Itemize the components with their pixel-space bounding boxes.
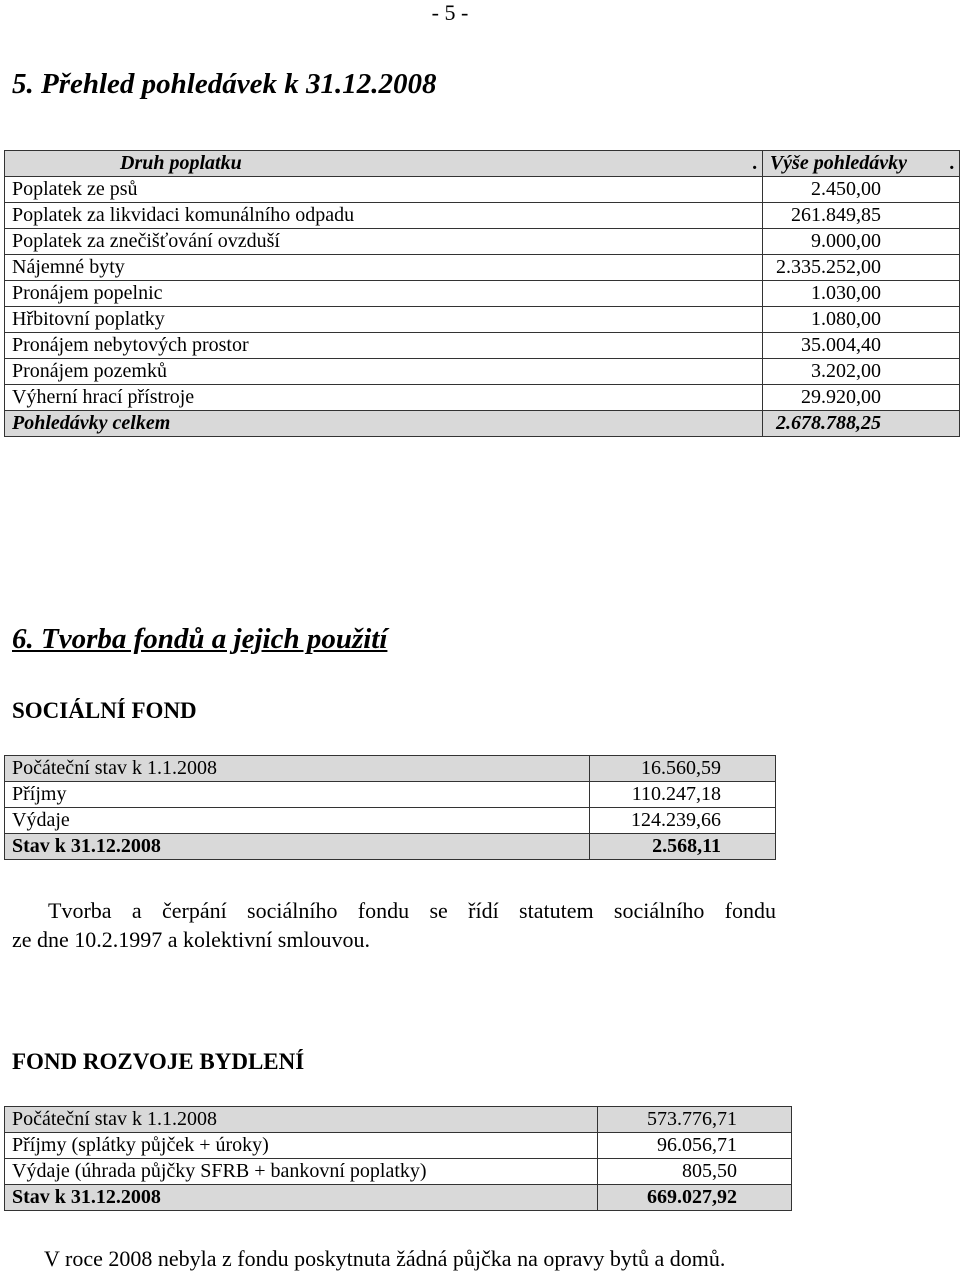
row-type: Pronájem pozemků [5, 359, 763, 385]
table-row [5, 203, 960, 229]
table-row [5, 1159, 792, 1185]
page-number: - 5 - [431, 0, 469, 25]
row-type: Poplatek ze psů [5, 177, 763, 203]
table-row [5, 281, 960, 307]
row-amount: 2.450,00 [762, 177, 959, 203]
total-label: Pohledávky celkem [5, 411, 763, 437]
row-type: Výherní hrací přístroje [5, 385, 763, 411]
table-row [5, 307, 960, 333]
table-row [5, 333, 960, 359]
table-total-row [5, 1185, 792, 1211]
row-amount: 1.080,00 [762, 307, 959, 333]
row-amount: 1.030,00 [762, 281, 959, 307]
row-amount: 9.000,00 [762, 229, 959, 255]
table-total-row [5, 834, 776, 860]
row-value: 805,50 [598, 1159, 792, 1185]
header-dot: . [950, 152, 955, 174]
row-value: 110.247,18 [590, 782, 776, 808]
table-row [5, 359, 960, 385]
housing-fund-title: FOND ROZVOJE BYDLENÍ [12, 1049, 305, 1074]
row-amount: 3.202,00 [762, 359, 959, 385]
row-amount: 35.004,40 [762, 333, 959, 359]
table-row [5, 808, 776, 834]
row-value: 96.056,71 [598, 1133, 792, 1159]
table-row [5, 385, 960, 411]
row-value: 124.239,66 [590, 808, 776, 834]
section6-title: 6. Tvorba fondů a jejich použití [12, 623, 388, 655]
row-label: Stav k 31.12.2008 [5, 1185, 598, 1211]
row-label: Výdaje [5, 808, 590, 834]
row-label: Počáteční stav k 1.1.2008 [5, 756, 590, 782]
header-dot: . [752, 152, 758, 174]
row-amount: 2.335.252,00 [762, 255, 959, 281]
row-value: 2.568,11 [590, 834, 776, 860]
table-row [5, 782, 776, 808]
row-label: Počáteční stav k 1.1.2008 [5, 1107, 598, 1133]
row-amount: 29.920,00 [762, 385, 959, 411]
row-label: Příjmy [5, 782, 590, 808]
table-header-row [5, 151, 960, 177]
header-type: Druh poplatku [120, 152, 242, 174]
table-row [5, 229, 960, 255]
row-value: 16.560,59 [590, 756, 776, 782]
table-row [5, 1133, 792, 1159]
header-amount: Výše pohledávky [769, 152, 907, 174]
row-type: Poplatek za znečišťování ovzduší [5, 229, 763, 255]
table-row [5, 177, 960, 203]
header-type-cell [5, 151, 763, 177]
row-label: Stav k 31.12.2008 [5, 834, 590, 860]
social-fund-note-line2: ze dne 10.2.1997 a kolektivní smlouvou. [12, 927, 371, 952]
row-type: Pronájem nebytových prostor [5, 333, 763, 359]
row-value: 669.027,92 [598, 1185, 792, 1211]
table-row [5, 1107, 792, 1133]
row-type: Pronájem popelnic [5, 281, 763, 307]
row-type: Poplatek za likvidaci komunálního odpadu [5, 203, 763, 229]
row-amount: 261.849,85 [762, 203, 959, 229]
row-type: Nájemné byty [5, 255, 763, 281]
table-row [5, 756, 776, 782]
row-label: Příjmy (splátky půjček + úroky) [5, 1133, 598, 1159]
table-row [5, 255, 960, 281]
row-type: Hřbitovní poplatky [5, 307, 763, 333]
row-value: 573.776,71 [598, 1107, 792, 1133]
receivables-table [4, 150, 960, 437]
header-amount-cell [762, 151, 959, 177]
row-label: Výdaje (úhrada půjčky SFRB + bankovní poplatky) [5, 1159, 598, 1185]
table-total-row [5, 411, 960, 437]
social-fund-table [4, 755, 776, 860]
housing-fund-note: V roce 2008 nebyla z fondu poskytnuta žádná půjčka na opravy bytů a domů. [44, 1246, 726, 1271]
section5-title: 5. Přehled pohledávek k 31.12.2008 [12, 68, 437, 100]
social-fund-note-line1: Tvorba a čerpání sociálního fondu se řídí statutem sociálního fondu [48, 898, 776, 923]
total-amount: 2.678.788,25 [762, 411, 959, 437]
housing-fund-table [4, 1106, 792, 1211]
social-fund-title: SOCIÁLNÍ FOND [12, 698, 197, 723]
